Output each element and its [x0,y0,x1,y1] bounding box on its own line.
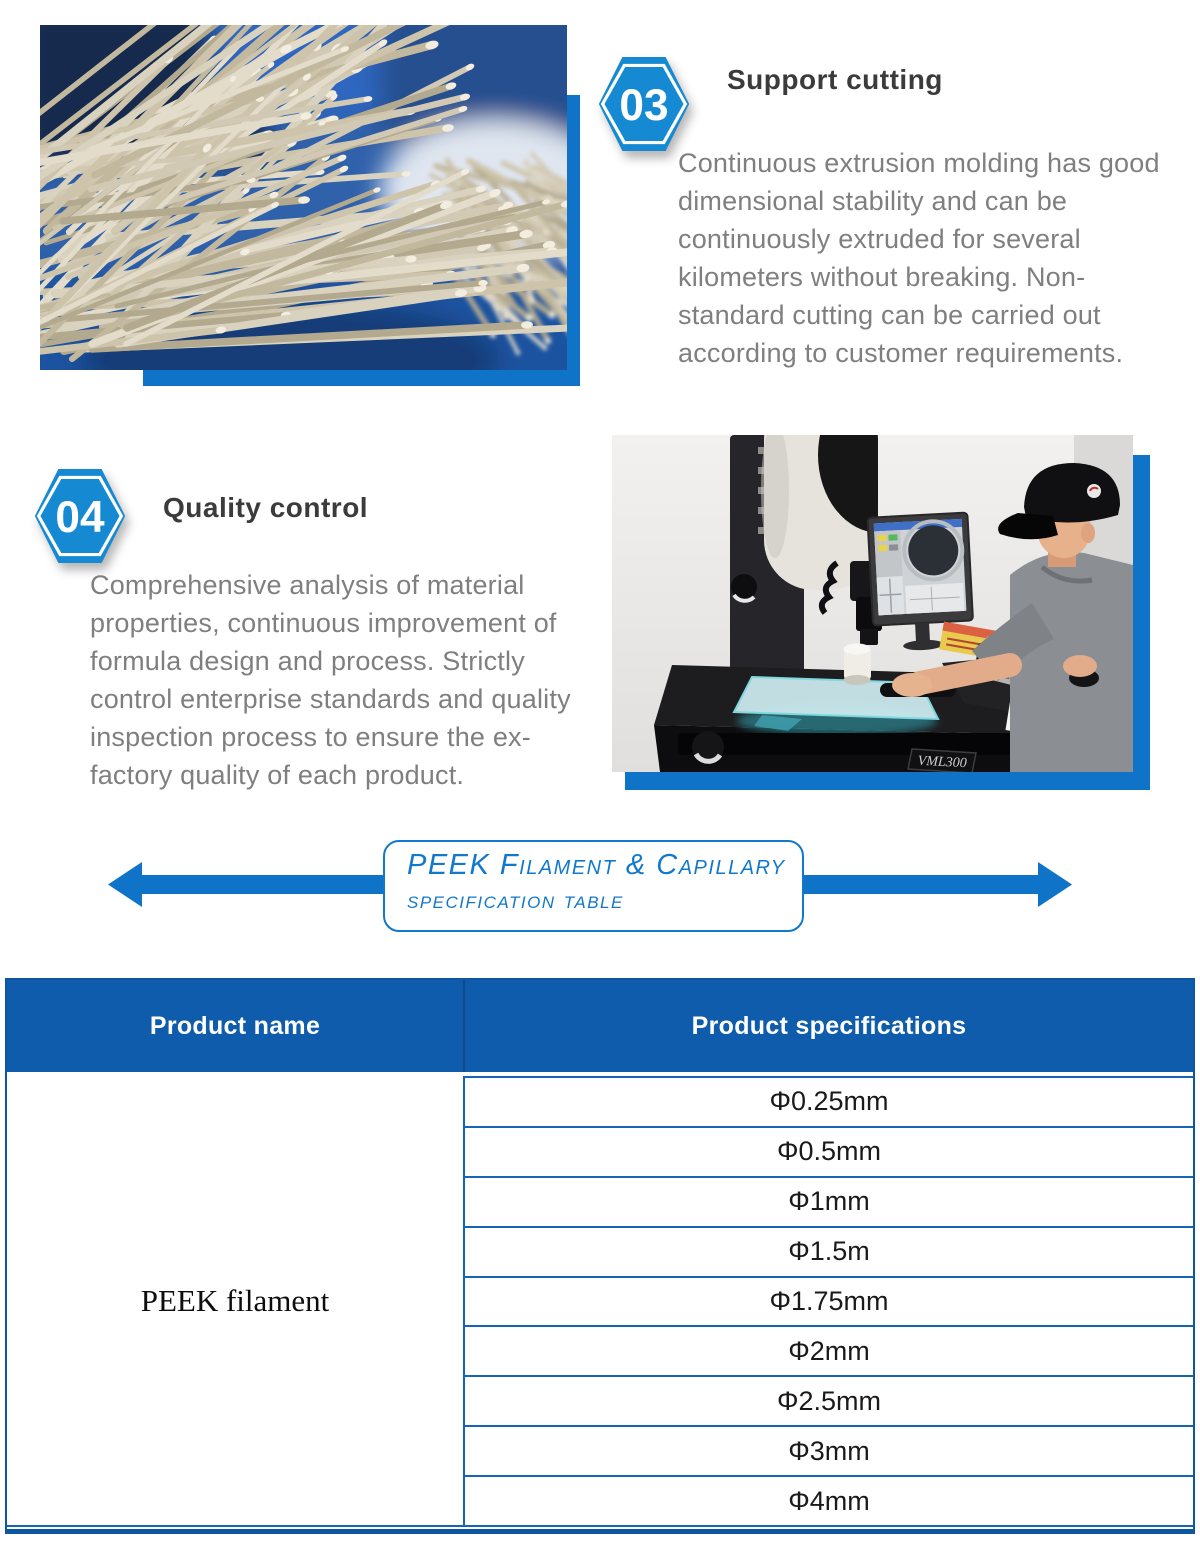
spec-cell: Φ1.75mm [769,1286,889,1316]
spec-cell: Φ1mm [788,1186,870,1217]
table-row [465,1076,1193,1126]
table-row [465,1276,1193,1326]
banner-title: PEEK Filament & Capillary [407,849,786,881]
spec-cell: Φ0.5mm [776,1136,882,1167]
spec-cell: Φ2mm [788,1335,870,1366]
inspection-photo-illustration [612,435,1133,772]
spec-table [5,978,1195,1534]
table-row [465,1425,1193,1475]
banner-box [383,840,804,932]
spec-cell: Φ4mm [788,1485,870,1516]
spec-table-header [7,980,1193,1072]
table-row [465,1375,1193,1425]
arrow-right-icon [1038,862,1072,907]
spec-rows [465,1076,1193,1525]
banner-subtitle: specification table [407,887,624,914]
section-04-badge [33,467,127,565]
filament-photo-illustration [40,25,567,370]
spec-cell: Φ3mm [788,1435,870,1466]
badge-number: 04 [55,492,105,542]
section-04-text: Comprehensive analysis of material properties, continuous improvement of formula design and process. Strictly control enterprise standards and quality inspection process to ensure the ex-factory quality of each product. [90,570,571,790]
machine-label: VML300 [917,753,968,772]
table-row [465,1126,1193,1176]
spec-cell: Φ2.5mm [776,1385,882,1416]
product-name-cell: PEEK filament [7,1076,465,1525]
badge-number: 03 [619,80,669,130]
table-row [465,1226,1193,1276]
table-row [465,1325,1193,1375]
spec-table-body [7,1076,1193,1527]
section-03-title: Support cutting [727,64,943,95]
section-03-badge [597,55,691,153]
quality-inspection-photo [612,435,1133,772]
table-row [465,1475,1193,1525]
spec-cell: Φ1.5m [788,1236,870,1267]
section-03-text: Continuous extrusion molding has good dimensional stability and can be continuously extruded for several kilometers without breaking. Non-standard cutting can be carried out according to customer requirements. [678,148,1160,368]
header-product-name: Product name [7,980,465,1072]
header-product-specifications: Product specifications [691,1011,967,1040]
table-row [465,1176,1193,1226]
spec-cell: Φ0.25mm [769,1086,889,1117]
filament-bundle-photo [40,25,567,370]
section-04-title: Quality control [163,492,369,523]
